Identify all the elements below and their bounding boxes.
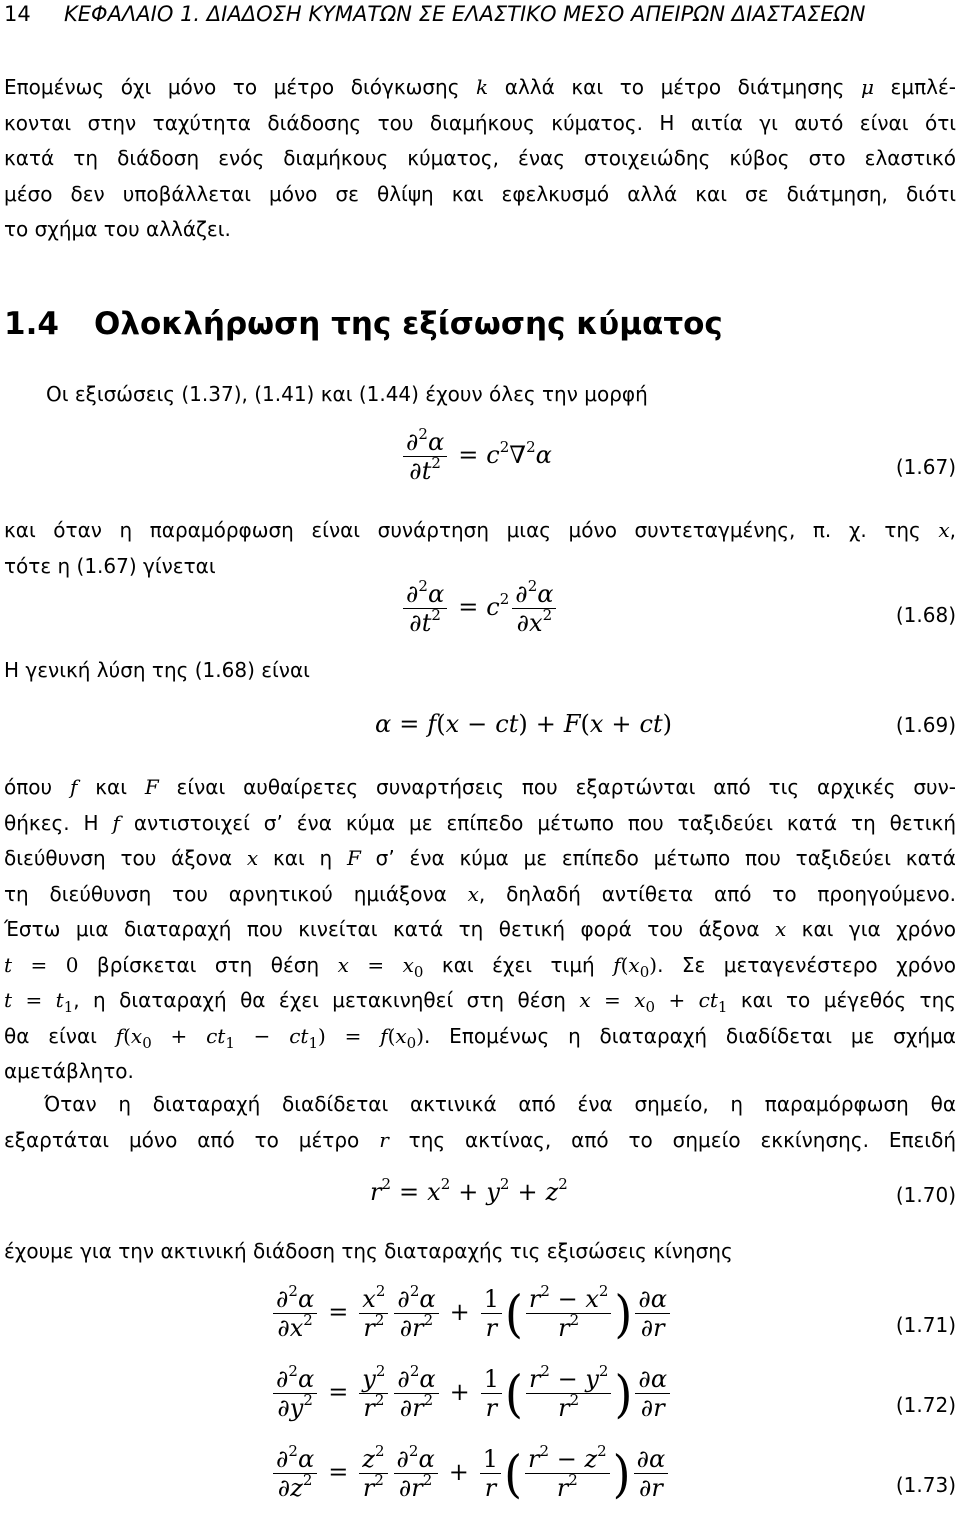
equation-1-73: $\frac{\partial^2\alpha}{\partial z^2}$ = $\frac{z^2}{r^2}$ $\frac{\partial^2\alpha}{\partial r^2}$ + $\frac{1}{r}$ ( $\frac{r^2 - z^2}{r^2}$ ) $\frac{\partial\alpha}{\partial r}$ [270,1445,671,1502]
paragraph-line: το σχήμα του αλλάζει. [4,217,231,241]
paragraph-line: Επομένως όχι μόνο το μέτρο διόγκωσης k αλλά και το μέτρο διάτμησης μ εμπλέ- [4,75,956,99]
paragraph-line: κατά τη διάδοση ενός διαμήκους κύματος, ένας στοιχειώδης κύβος στο ελαστικό [4,146,956,170]
paragraph-5: όπου f και F είναι αυθαίρετες συναρτήσεις που εξαρτώνται από τις αρχικές συν- θήκες. Η f αντιστοιχεί σ’ ένα κύμα με επίπεδο μέτωπο που ταξιδεύει κατά τη θετική διεύθυνση του άξονα x και η F σ’ ένα κύμα με επίπεδο μέτωπο που ταξιδεύει κατά τη διεύθυνση του αρνητικού ημιάξονα x, δηλαδή αντίθετα από το προηγούμενο. Έστω μια διαταραχή που κινείται κατά τη θετική φορά του άξονα x και για χρόνο t = 0 βρίσκεται στη θέση $x = x_0$ και έχει τιμή $f(x_0)$. Σε μεταγενέστερο χρόνο $t = t_1$, η διαταραχή θα έχει μετακινηθεί στη θέση $x = x_0 + ct_1$ και το μέγεθός της θα είναι $f(x_0 + ct_1 - ct_1) = f(x_0)$. Επομένως η διαταραχή διαδίδεται με σχήμα αμετάβλητο. [4,775,957,1083]
paragraph-line: μέσο δεν υποβάλλεται μόνο σε θλίψη και εφελκυσμό αλλά και σε διάτμηση, διότι [4,181,956,206]
paragraph-7: έχουμε για την ακτινική διάδοση της διαταραχής τις εξισώσεις κίνησης [4,1239,733,1263]
paragraph-2: Οι εξισώσεις (1.37), (1.41) και (1.44) έχουν όλες την μορφή [46,382,648,406]
equation-number: (1.70) [895,1183,956,1207]
paragraph-1 [4,70,956,248]
equation-1-68: $\frac{\partial^2\alpha}{\partial t^2}$ = $c^2$ $\frac{\partial^2\alpha}{\partial x^2}$ [400,580,559,637]
section-number: 1.4 [4,306,59,342]
equation-1-72: $\frac{\partial^2\alpha}{\partial y^2}$ = $\frac{y^2}{r^2}$ $\frac{\partial^2\alpha}{\partial r^2}$ + $\frac{1}{r}$ ( $\frac{r^2 - y^2}{r^2}$ ) $\frac{\partial\alpha}{\partial r}$ [270,1365,673,1422]
paragraph-4: Η γενική λύση της (1.68) είναι [4,658,310,682]
chapter-title: ΚΕΦΑΛΑΙΟ 1. ΔΙΑΔΟΣΗ ΚΥΜΑΤΩΝ ΣΕ ΕΛΑΣΤΙΚΟ ΜΕΣΟ ΑΠΕΙΡΩΝ ΔΙΑΣΤΑΣΕΩΝ [64,2,866,26]
section-title: Ολοκλήρωση της εξίσωσης κύματος [94,306,723,342]
section-heading [4,306,723,342]
equation-number: (1.72) [895,1393,956,1417]
equation-number: (1.73) [895,1473,956,1497]
page-number: 14 [4,2,31,26]
paragraph-line: κονται στην ταχύτητα διάδοσης του διαμήκους κύματος. Η αιτία γι αυτό είναι ότι [4,110,956,135]
equation-1-67: $\frac{\partial^2\alpha}{\partial t^2}$ = $c^2\nabla^2\alpha$ [400,428,552,485]
equation-1-69: α = f(x − ct) + F(x + ct) [375,710,672,738]
paragraph-6: Όταν η διαταραχή διαδίδεται ακτινικά από ένα σημείο, η παραμόρφωση θα εξαρτάται μόνο από το μέτρο r της ακτίνας, από το σημείο εκκίνησης. Επειδή [4,1092,956,1152]
running-header [4,2,954,26]
equation-1-71: $\frac{\partial^2\alpha}{\partial x^2}$ = $\frac{x^2}{r^2}$ $\frac{\partial^2\alpha}{\partial r^2}$ + $\frac{1}{r}$ ( $\frac{r^2 - x^2}{r^2}$ ) $\frac{\partial\alpha}{\partial r}$ [270,1285,673,1342]
paragraph-3: και όταν η παραμόρφωση είναι συνάρτηση μιας μόνο συντεταγμένης, π. χ. της x, τότε η (1.67) γίνεται [4,518,956,578]
equation-number: (1.67) [895,455,956,479]
equation-number: (1.69) [895,713,956,737]
equation-number: (1.71) [895,1313,956,1337]
equation-1-70: $r^2 = x^2 + y^2 + z^2$ [370,1175,568,1206]
equation-number: (1.68) [895,603,956,627]
